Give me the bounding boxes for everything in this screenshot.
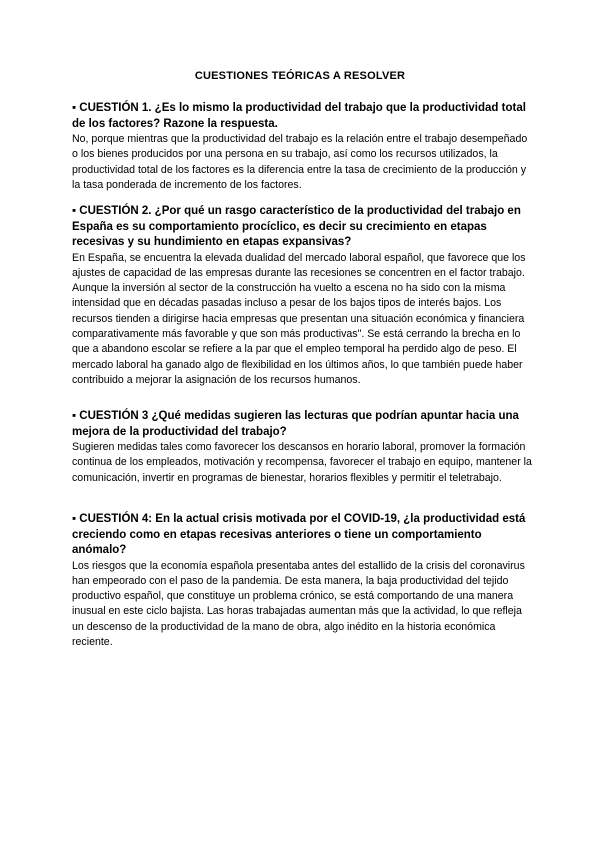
question-section-4 [72, 512, 532, 650]
answer-4-text: Los riesgos que la economía española presentaba antes del estallido de la crisis del coronavirus han empeorado con el paso de la pandemia. De esta manera, la baja productividad del tejido productivo español, que constituye un problema crónico, se está comportando de una manera inusual en este ciclo bajista. Las horas trabajadas aumentan más que la actividad, lo que refleja un descenso de la productividad de la mano de obra, algo inédito en la historia económica reciente. [72, 559, 525, 648]
question-3-heading: ▪ CUESTIÓN 3 ¿Qué medidas sugieren las lecturas que podrían apuntar hacia una mejora de la productividad del trabajo? [72, 410, 519, 438]
question-section-2 [72, 204, 532, 388]
question-section-3 [72, 409, 532, 486]
document-title: CUESTIONES TEÓRICAS A RESOLVER [194, 70, 406, 82]
question-2-heading: ▪ CUESTIÓN 2. ¿Por qué un rasgo característico de la productividad del trabajo en España es su comportamiento procíclico, es decir su crecimiento en etapas recesivas y su hundimiento en etapas expansivas? [72, 205, 521, 248]
answer-2-text: En España, se encuentra la elevada dualidad del mercado laboral español, que favorece que los ajustes de capacidad de las empresas durante las recesiones se concentren en el factor trabajo. Aunque la inversión al sector de la construcción ha vuelto a escena no ha sido con la misma intensidad que en décadas pasadas incluso a pesar de los bajos tipos de interés bajos. Los recursos tienden a dirigirse hacia empresas que presentan una situación económica y financiera comparativamente más favorable y que son más productivas". Se está cerrando la brecha en lo que a abandono escolar se refiere a la par que el empleo temporal ha perdido algo de peso. El mercado laboral ha ganado algo de flexibilidad en los últimos años, lo que también puede haber contribuido a mejorar la asignación de los recursos humanos. [72, 251, 526, 386]
answer-3-text: Sugieren medidas tales como favorecer los descansos en horario laboral, promover la formación continua de los empleados, motivación y recompensa, favorecer el trabajo en equipo, mantener la comunicación, invertir en programas de bienestar, horarios flexibles y permitir el teletrabajo. [72, 441, 532, 484]
answer-1-text: No, porque mientras que la productividad del trabajo es la relación entre el trabajo desempeñado o los bienes producidos por una persona en su trabajo, así como los recursos utilizados, la productividad total de los factores es la diferencia entre la tasa de crecimiento de la producción y la tasa ponderada de incremento de los factores. [72, 133, 528, 191]
question-1-heading: ▪ CUESTIÓN 1. ¿Es lo mismo la productividad del trabajo que la productividad total de los factores? Razone la respuesta. [72, 102, 526, 130]
question-section-1 [72, 101, 532, 193]
question-4-heading: ▪ CUESTIÓN 4: En la actual crisis motivada por el COVID-19, ¿la productividad está creciendo como en etapas recesivas anteriores o tiene un comportamiento anómalo? [72, 513, 526, 556]
